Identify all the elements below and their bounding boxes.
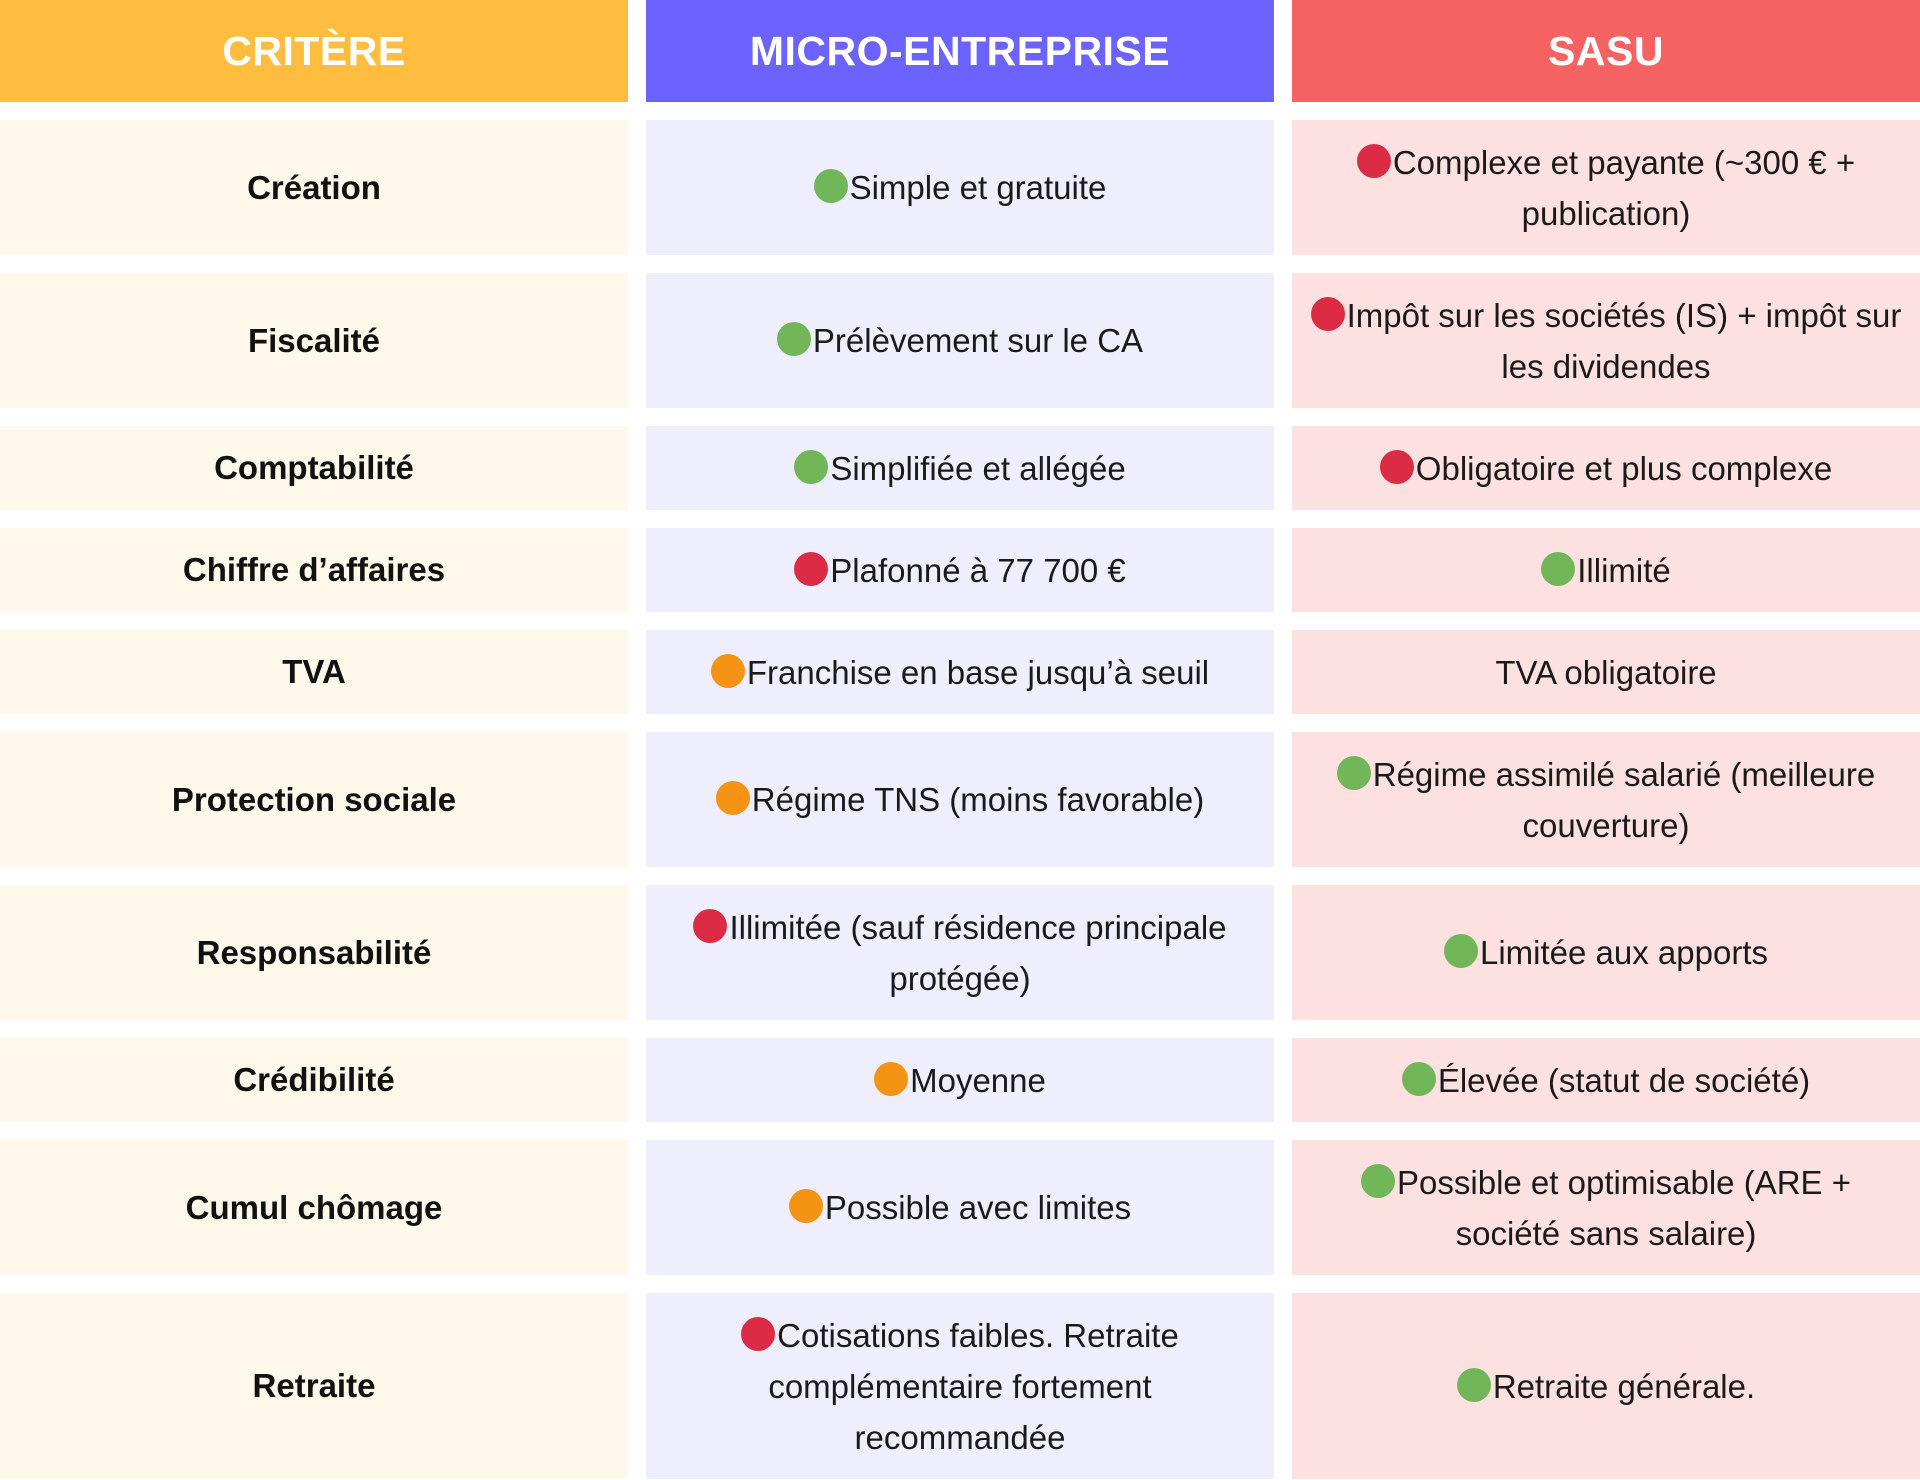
sasu-value (1388, 1055, 1824, 1106)
header-criterion: CRITÈRE (0, 0, 628, 102)
green-dot-icon (794, 450, 828, 484)
sasu-cell (1292, 120, 1920, 255)
micro-value (860, 1055, 1060, 1106)
sasu-cell (1292, 1293, 1920, 1479)
sasu-text: Élevée (statut de société) (1437, 1061, 1811, 1099)
table-row-chiffre-affaires (0, 528, 1920, 612)
sasu-text: Illimité (1577, 551, 1671, 589)
criterion-cell: Responsabilité (0, 885, 628, 1020)
micro-cell (646, 120, 1274, 255)
sasu-cell (1292, 885, 1920, 1020)
red-dot-icon (1311, 297, 1345, 331)
sasu-value (1527, 545, 1685, 596)
table-row-credibilite (0, 1038, 1920, 1122)
green-dot-icon (814, 169, 848, 203)
micro-value (646, 902, 1274, 1004)
green-dot-icon (1337, 756, 1371, 790)
micro-value (780, 443, 1139, 494)
red-dot-icon (741, 1317, 775, 1351)
sasu-text: Impôt sur les sociétés (IS) + impôt sur les dividendes (1346, 296, 1902, 385)
micro-value (763, 315, 1157, 366)
criterion-cell: Fiscalité (0, 273, 628, 408)
sasu-text: TVA obligatoire (1495, 653, 1717, 691)
orange-dot-icon (716, 781, 750, 815)
criterion-cell: Comptabilité (0, 426, 628, 510)
micro-cell (646, 1038, 1274, 1122)
sasu-cell (1292, 630, 1920, 714)
micro-text: Franchise en base jusqu’à seuil (746, 653, 1210, 691)
micro-cell (646, 1293, 1274, 1479)
table-row-protection-sociale (0, 732, 1920, 867)
micro-cell (646, 273, 1274, 408)
sasu-cell (1292, 528, 1920, 612)
sasu-text: Retraite générale. (1492, 1367, 1756, 1405)
sasu-value (1443, 1361, 1769, 1412)
table-row-comptabilite (0, 426, 1920, 510)
sasu-value (1292, 290, 1920, 392)
criterion-cell: Création (0, 120, 628, 255)
sasu-text: Possible et optimisable (ARE + société sans salaire) (1397, 1163, 1851, 1252)
sasu-cell (1292, 732, 1920, 867)
micro-cell (646, 528, 1274, 612)
micro-text: Cotisations faibles. Retraite complémentaire fortement recommandée (768, 1316, 1179, 1456)
sasu-text: Régime assimilé salarié (meilleure couverture) (1372, 755, 1876, 844)
red-dot-icon (693, 909, 727, 943)
criterion-cell: Crédibilité (0, 1038, 628, 1122)
micro-cell (646, 732, 1274, 867)
table-row-cumul-chomage (0, 1140, 1920, 1275)
header-sasu: SASU (1292, 0, 1920, 102)
red-dot-icon (1380, 450, 1414, 484)
criterion-cell: TVA (0, 630, 628, 714)
sasu-text: Complexe et payante (~300 € + publication) (1392, 143, 1856, 232)
orange-dot-icon (874, 1062, 908, 1096)
micro-cell (646, 630, 1274, 714)
micro-text: Possible avec limites (824, 1189, 1132, 1226)
criterion-cell: Chiffre d’affaires (0, 528, 628, 612)
green-dot-icon (1361, 1164, 1395, 1198)
micro-value (697, 647, 1223, 698)
micro-text: Simplifiée et allégée (830, 449, 1126, 487)
micro-value (780, 545, 1139, 596)
micro-text: Régime TNS (moins favorable) (751, 781, 1205, 818)
criterion-cell: Cumul chômage (0, 1140, 628, 1275)
red-dot-icon (794, 552, 828, 586)
table-row-retraite (0, 1293, 1920, 1479)
sasu-value (1481, 647, 1730, 698)
table-row-fiscalite (0, 273, 1920, 408)
sasu-value (1366, 443, 1846, 494)
sasu-cell (1292, 426, 1920, 510)
micro-cell (646, 885, 1274, 1020)
sasu-value (1292, 749, 1920, 851)
green-dot-icon (1457, 1368, 1491, 1402)
table-row-creation (0, 120, 1920, 255)
criterion-cell: Protection sociale (0, 732, 628, 867)
green-dot-icon (777, 322, 811, 356)
micro-cell (646, 426, 1274, 510)
micro-cell (646, 1140, 1274, 1275)
micro-text: Moyenne (910, 1061, 1046, 1099)
sasu-cell (1292, 1140, 1920, 1275)
table-row-tva (0, 630, 1920, 714)
criterion-cell: Retraite (0, 1293, 628, 1479)
orange-dot-icon (789, 1189, 823, 1223)
sasu-text: Limitée aux apports (1480, 934, 1768, 971)
micro-text: Illimitée (sauf résidence principale protégée) (729, 908, 1227, 997)
green-dot-icon (1402, 1062, 1436, 1096)
green-dot-icon (1541, 552, 1575, 586)
micro-value (702, 774, 1218, 825)
sasu-cell (1292, 273, 1920, 408)
orange-dot-icon (711, 654, 745, 688)
micro-value (775, 1182, 1145, 1233)
micro-text: Simple et gratuite (849, 169, 1107, 206)
sasu-text: Obligatoire et plus complexe (1415, 449, 1833, 487)
sasu-cell (1292, 1038, 1920, 1122)
sasu-value (1292, 1157, 1920, 1259)
green-dot-icon (1444, 934, 1478, 968)
header-micro-entreprise: MICRO-ENTREPRISE (646, 0, 1274, 102)
micro-value (646, 1310, 1274, 1463)
micro-text: Plafonné à 77 700 € (830, 551, 1126, 589)
header-row (0, 0, 1920, 102)
sasu-value (1430, 927, 1782, 978)
micro-value (800, 162, 1121, 213)
red-dot-icon (1357, 144, 1391, 178)
micro-text: Prélèvement sur le CA (812, 322, 1144, 359)
table-row-responsabilite (0, 885, 1920, 1020)
sasu-value (1292, 137, 1920, 239)
